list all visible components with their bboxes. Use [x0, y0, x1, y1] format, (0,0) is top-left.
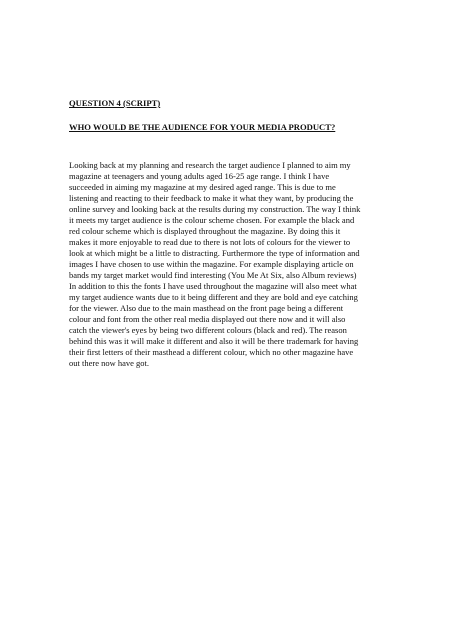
paragraph-line: online survey and looking back at the results during my construction. The way I think	[69, 204, 361, 214]
paragraph-line: for the viewer. Also due to the main masthead on the front page being a different	[69, 303, 344, 313]
paragraph-line: bands my target market would find interesting (You Me At Six, also Album reviews)	[69, 270, 357, 280]
paragraph-line: it meets my target audience is the colour scheme chosen. For example the black and	[69, 215, 355, 225]
paragraph-line: In addition to this the fonts I have used throughout the magazine will also meet what	[69, 281, 357, 291]
paragraph-line: images I have chosen to use within the magazine. For example displaying article on	[69, 259, 354, 269]
answer-paragraph	[69, 160, 399, 369]
paragraph-line: succeeded in aiming my magazine at my desired aged range. This is due to me	[69, 182, 336, 192]
paragraph-line: listening and reacting to their feedback to make it what they want, by producing the	[69, 193, 354, 203]
paragraph-line: red colour scheme which is displayed throughout the magazine. By doing this it	[69, 226, 341, 236]
audience-question-heading: WHO WOULD BE THE AUDIENCE FOR YOUR MEDIA PRODUCT?	[69, 122, 336, 132]
paragraph-line: magazine at teenagers and young adults aged 16-25 age range. I think I have	[69, 171, 330, 181]
paragraph-line: catch the viewer's eyes by being two different colours (black and red). The reason	[69, 325, 347, 335]
paragraph-line: look at which might be a little to distracting. Furthermore the type of information and	[69, 248, 360, 258]
paragraph-line: makes it more enjoyable to read due to there is not lots of colours for the viewer to	[69, 237, 351, 247]
paragraph-line: colour and font from the other real media displayed out there now and it will also	[69, 314, 346, 324]
question-heading: QUESTION 4 (SCRIPT)	[69, 98, 161, 108]
paragraph-line: their first letters of their masthead a different colour, which no other magazine have	[69, 347, 354, 357]
paragraph-line: Looking back at my planning and research the target audience I planned to aim my	[69, 160, 351, 170]
paragraph-line: behind this was it will make it different and also it will be there trademark for having	[69, 336, 359, 346]
paragraph-line: out there now have got.	[69, 358, 150, 368]
paragraph-line: my target audience wants due to it being different and they are bold and eye catching	[69, 292, 358, 302]
